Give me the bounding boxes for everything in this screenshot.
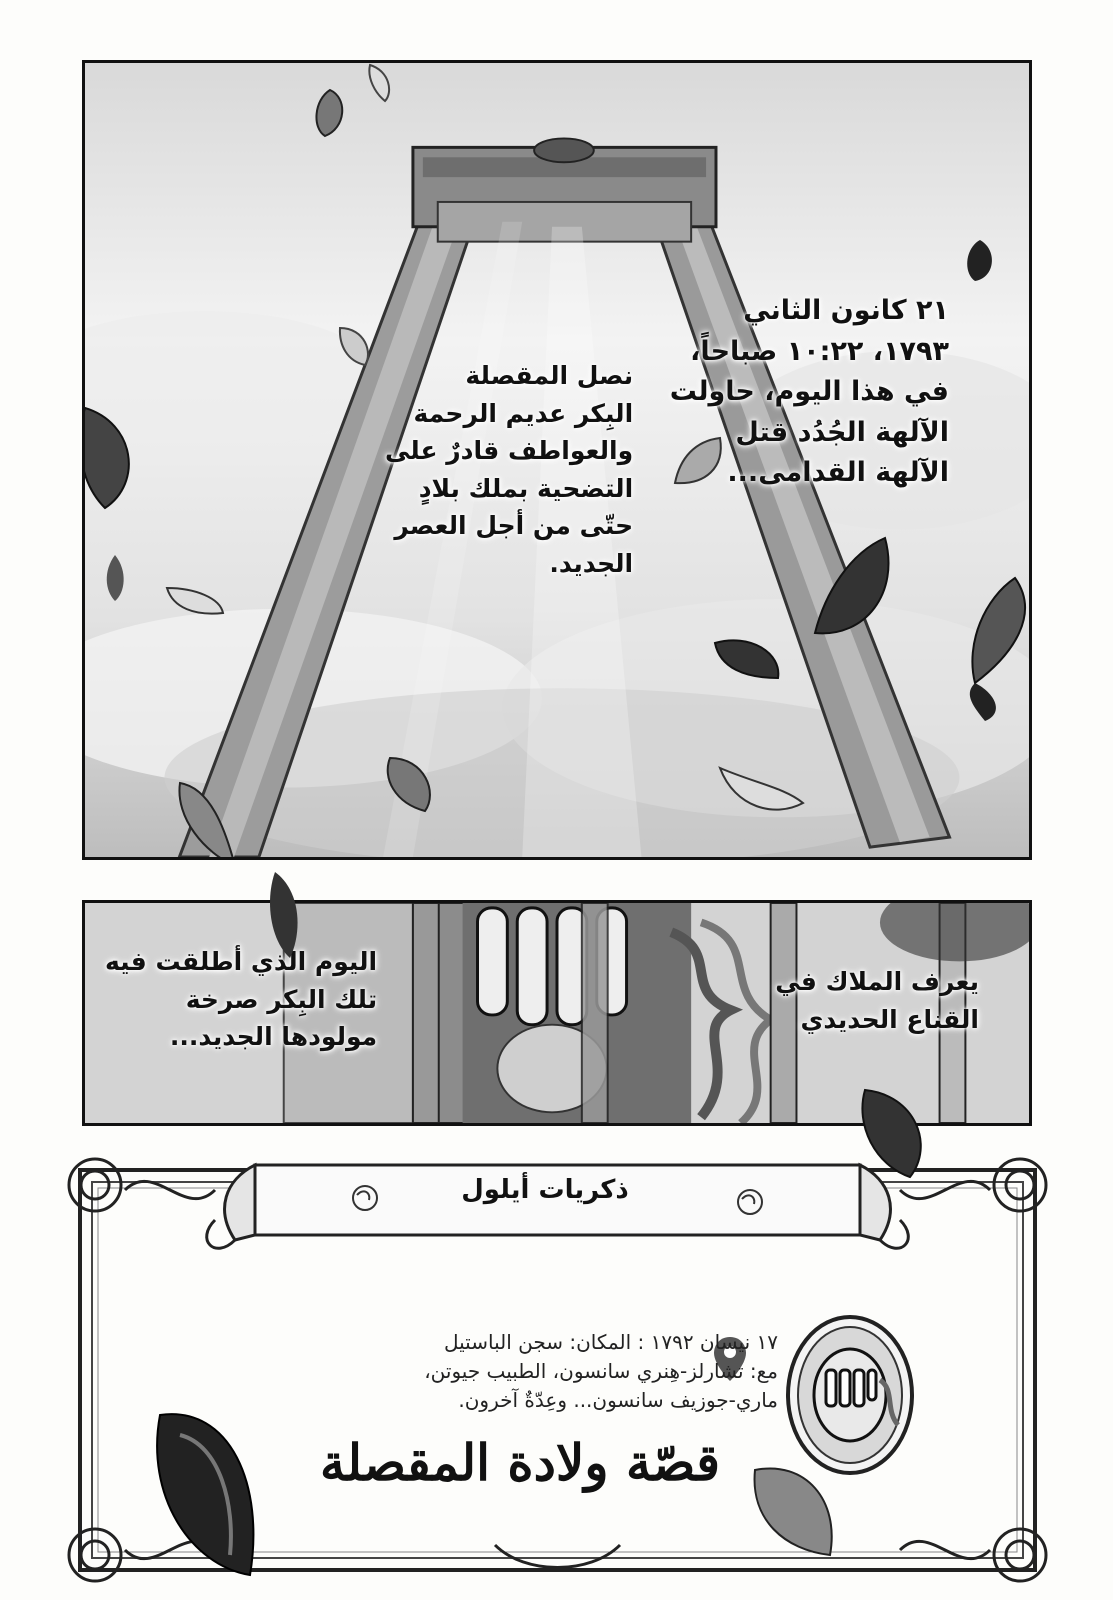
chapter-info — [424, 1328, 778, 1415]
petal-icon — [805, 533, 895, 643]
caption-line: ١٧٩٣، ١٠:٢٢ صباحاً، — [690, 335, 949, 367]
date-caption — [670, 291, 949, 494]
caption-line: الجديد. — [549, 548, 634, 578]
petal-icon — [710, 633, 785, 683]
caption-line: التضحية بملك بلادٍ — [418, 473, 634, 503]
petal-icon — [100, 553, 130, 603]
info-characters-more: ماري-جوزيف سانسون... وعِدّةٌ آخرون. — [458, 1388, 778, 1412]
caption-line: البِكر عديم الرحمة — [413, 398, 634, 428]
caption-line: ٢١ كانون الثاني — [743, 295, 949, 326]
caption-line: تلك البِكر صرخة — [185, 984, 378, 1014]
story-title: قصّة ولادة المقصلة — [319, 1433, 721, 1492]
caption-line: في هذا اليوم، حاولت — [669, 376, 949, 407]
caption-line: اليوم الذي أطلقت فيه — [105, 947, 378, 976]
petal-icon — [745, 1460, 845, 1560]
caption-line: القناع الحديدي — [800, 1004, 979, 1034]
petal-icon — [82, 403, 145, 513]
caption-line: مولودها الجديد... — [169, 1022, 378, 1051]
angel-caption — [775, 963, 979, 1038]
guillotine-panel — [82, 60, 1032, 860]
petal-icon — [855, 1085, 935, 1180]
petal-icon — [960, 238, 1000, 283]
petal-icon — [715, 763, 805, 818]
guillotine-caption — [385, 357, 633, 582]
day-caption — [105, 943, 377, 1056]
petal-icon — [140, 1405, 270, 1585]
caption-line: الآلهة الجُدُد قتل — [735, 416, 949, 448]
caption-line: حتّى من أجل العصر — [394, 511, 634, 540]
petal-icon — [955, 573, 1032, 723]
petal-icon — [165, 583, 225, 618]
chapter-ribbon-title: ذكريات أيلول — [461, 1175, 629, 1205]
caption-line: والعواطف قادرٌ على — [385, 436, 634, 465]
petal-icon — [335, 323, 375, 368]
caption-line: الآلهة القدامى... — [727, 457, 949, 488]
petal-icon — [380, 753, 440, 813]
info-date-location: ١٧ نيسان ١٧٩٢ : المكان: سجن الباستيل — [444, 1330, 778, 1354]
petal-icon — [365, 63, 395, 103]
info-characters: مع: تشارلز-هِنري سانسون، الطبيب جيوتن، — [424, 1359, 778, 1383]
petal-icon — [265, 870, 305, 960]
caption-line: يعرف الملاك في — [775, 967, 979, 996]
petal-icon — [310, 88, 350, 138]
petal-icon — [170, 778, 240, 860]
caption-line: نصل المقصلة — [465, 361, 634, 390]
iron-mask-portrait-icon — [780, 1310, 920, 1480]
